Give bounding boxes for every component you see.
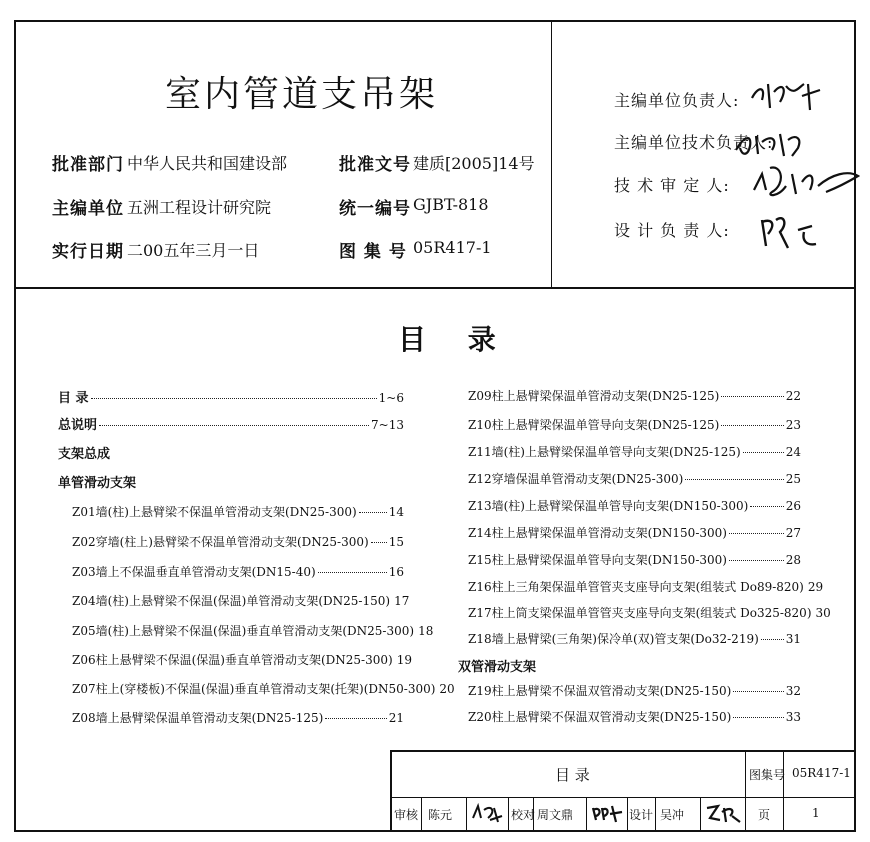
page-label: 页 (758, 808, 771, 822)
designer-name: 吴冲 (660, 808, 685, 822)
checker-signature (590, 800, 626, 826)
review-label: 审核 (394, 808, 419, 822)
approval-no-value: 建质[2005]14号 (413, 154, 535, 173)
toc-entry (468, 630, 801, 646)
toc-entry-page: 14 (388, 505, 404, 519)
toc-entry (468, 682, 801, 698)
toc-entry-title: Z04墙(柱)上悬臂梁不保温(保温)单管滑动支架(DN25-150) (72, 594, 391, 608)
leader-dots (743, 452, 784, 453)
leader-dots (371, 542, 387, 543)
leader-dots (729, 533, 784, 534)
leader-dots (750, 506, 783, 507)
sheet-name: 目 录 (555, 766, 590, 784)
title-block-line (655, 797, 656, 832)
toc-entry-title: Z18墙上悬臂梁(三角架)保冷单(双)管支架(Do32-219) (468, 632, 759, 646)
signature-3 (752, 160, 862, 204)
toc-entry-title: Z08墙上悬臂梁保温单管滑动支架(DN25-125) (72, 711, 324, 725)
toc-entry-title: Z09柱上悬臂梁保温单管滑动支架(DN25-125) (468, 389, 720, 403)
atlas-label: 图集号 (749, 768, 786, 782)
toc-entry (468, 708, 801, 724)
editor-unit-label: 主编单位 (52, 199, 124, 219)
toc-heading: 目 录 (398, 323, 512, 356)
toc-entry-page: 24 (785, 445, 801, 459)
leader-dots (685, 479, 783, 480)
toc-entry (58, 414, 404, 433)
design-label: 设计 (629, 808, 654, 822)
unified-no-value: GJBT-818 (413, 195, 489, 214)
leader-dots (318, 572, 387, 573)
toc-entry (72, 651, 412, 667)
technical-reviewer-label: 技 术 审 定 人: (614, 176, 730, 195)
toc-entry-page: 15 (388, 535, 404, 549)
toc-entry-title: Z07柱上(穿楼板)不保温(保温)垂直单管滑动支架(托架)(DN50-300) (72, 682, 436, 696)
toc-entry-title: Z15柱上悬臂梁保温单管导向支架(DN150-300) (468, 553, 727, 567)
toc-section-heading: 单管滑动支架 (58, 476, 137, 491)
leader-dots (721, 396, 783, 397)
page-title: 室内管道支吊架 (165, 74, 439, 115)
toc-entry-title: Z02穿墙(柱上)悬臂梁不保温单管滑动支架(DN25-300) (72, 535, 369, 549)
checker-name: 周文鼎 (537, 808, 574, 822)
leader-dots (729, 560, 784, 561)
toc-entry (468, 443, 801, 459)
signature-4 (758, 210, 838, 254)
effective-date-label: 实行日期 (52, 242, 124, 262)
toc-entry-page: 20 (439, 682, 455, 696)
signature-2 (732, 126, 812, 162)
toc-entry-page: 32 (785, 684, 801, 698)
toc-entry (468, 524, 801, 540)
toc-entry-title: Z06柱上悬臂梁不保温(保温)垂直单管滑动支架(DN25-300) (72, 653, 393, 667)
toc-entry-title: Z03墙上不保温垂直单管滑动支架(DN15-40) (72, 565, 316, 579)
toc-entry-title: Z16柱上三角架保温单管管夹支座导向支架(组装式 Do89-820) (468, 580, 804, 594)
toc-entry-page: 33 (785, 710, 801, 724)
toc-entry (72, 622, 434, 638)
toc-entry (72, 503, 404, 519)
toc-entry-page: 23 (785, 418, 801, 432)
toc-entry-page: 7~13 (371, 418, 404, 432)
title-block-line (627, 797, 628, 832)
reviewer-signature (470, 800, 506, 826)
toc-entry-page: 26 (785, 499, 801, 513)
leader-dots (359, 512, 387, 513)
signature-1 (748, 78, 828, 114)
title-block-line (700, 797, 701, 832)
reviewer-name: 陈元 (428, 808, 453, 822)
title-block-line (508, 797, 509, 832)
title-block-line (586, 797, 587, 832)
toc-entry (58, 387, 404, 406)
toc-entry-title: Z13墙(柱)上悬臂梁保温单管导向支架(DN150-300) (468, 499, 749, 513)
toc-entry (72, 592, 410, 608)
toc-entry-page: 22 (785, 389, 801, 403)
toc-entry-title: Z12穿墙保温单管滑动支架(DN25-300) (468, 472, 684, 486)
chief-unit-head-label: 主编单位负责人: (614, 91, 740, 110)
toc-entry-page: 28 (785, 553, 801, 567)
toc-entry-page: 30 (815, 606, 831, 620)
title-block-line (745, 750, 746, 832)
toc-entry-page: 16 (388, 565, 404, 579)
toc-entry-page: 31 (785, 632, 801, 646)
leader-dots (733, 717, 783, 718)
title-block-divider (390, 797, 856, 798)
chief-unit-tech-head-label: 主编单位技术负责人: (614, 133, 774, 152)
toc-section-heading: 双管滑动支架 (458, 660, 537, 675)
leader-dots (761, 639, 784, 640)
toc-entry-title: Z11墙(柱)上悬臂梁保温单管导向支架(DN25-125) (468, 445, 741, 459)
toc-entry (468, 470, 801, 486)
title-block-line (421, 797, 422, 832)
title-block-line (466, 797, 467, 832)
atlas-no-label: 图 集 号 (339, 242, 407, 262)
toc-entry-title: Z14柱上悬臂梁保温单管滑动支架(DN150-300) (468, 526, 727, 540)
toc-entry-title: Z20柱上悬臂梁不保温双管滑动支架(DN25-150) (468, 710, 732, 724)
approval-dept-label: 批准部门 (52, 155, 124, 175)
toc-entry (468, 604, 831, 620)
toc-entry-page: 1~6 (378, 391, 404, 405)
toc-entry-title: 总说明 (58, 418, 98, 433)
designer-signature (704, 800, 744, 826)
toc-entry (468, 578, 824, 594)
unified-no-label: 统一编号 (339, 199, 411, 219)
atlas-no-value: 05R417-1 (413, 238, 492, 257)
toc-entry-page: 17 (394, 594, 410, 608)
toc-entry-page: 19 (396, 653, 412, 667)
toc-entry (72, 680, 455, 696)
toc-entry-title: Z10柱上悬臂梁保温单管导向支架(DN25-125) (468, 418, 720, 432)
leader-dots (99, 425, 369, 426)
approval-no-label: 批准文号 (339, 155, 411, 175)
page-number: 1 (812, 806, 820, 820)
toc-entry-page: 21 (388, 711, 404, 725)
toc-entry (468, 497, 801, 513)
check-label: 校对 (511, 808, 536, 822)
design-lead-label: 设 计 负 责 人: (614, 221, 730, 240)
toc-entry-page: 27 (785, 526, 801, 540)
header-divider (14, 287, 856, 289)
leader-dots (325, 718, 386, 719)
editor-unit-value: 五洲工程设计研究院 (127, 198, 272, 217)
toc-entry-title: Z05墙(柱)上悬臂梁不保温(保温)垂直单管滑动支架(DN25-300) (72, 624, 415, 638)
toc-entry-page: 25 (785, 472, 801, 486)
toc-entry (72, 709, 404, 725)
approval-dept-value: 中华人民共和国建设部 (127, 154, 288, 173)
effective-date-value: 二00五年三月一日 (127, 241, 260, 260)
toc-entry-title: Z19柱上悬臂梁不保温双管滑动支架(DN25-150) (468, 684, 732, 698)
title-block-line (783, 750, 784, 832)
toc-entry (72, 533, 404, 549)
leader-dots (721, 425, 783, 426)
toc-entry-page: 29 (807, 580, 824, 594)
toc-entry-title: Z17柱上筒支梁保温单管管夹支座导向支架(组装式 Do325-820) (468, 606, 812, 620)
toc-entry-title: Z01墙(柱)上悬臂梁不保温单管滑动支架(DN25-300) (72, 505, 357, 519)
header-split-line (551, 20, 552, 288)
toc-entry (468, 387, 801, 403)
toc-entry-page: 18 (418, 624, 434, 638)
atlas-value: 05R417-1 (792, 766, 851, 780)
leader-dots (91, 398, 377, 399)
leader-dots (733, 691, 783, 692)
toc-entry (72, 563, 404, 579)
toc-entry-title: 目 录 (58, 391, 89, 406)
toc-entry (468, 416, 801, 432)
toc-section-heading: 支架总成 (58, 447, 111, 462)
toc-entry (468, 551, 801, 567)
